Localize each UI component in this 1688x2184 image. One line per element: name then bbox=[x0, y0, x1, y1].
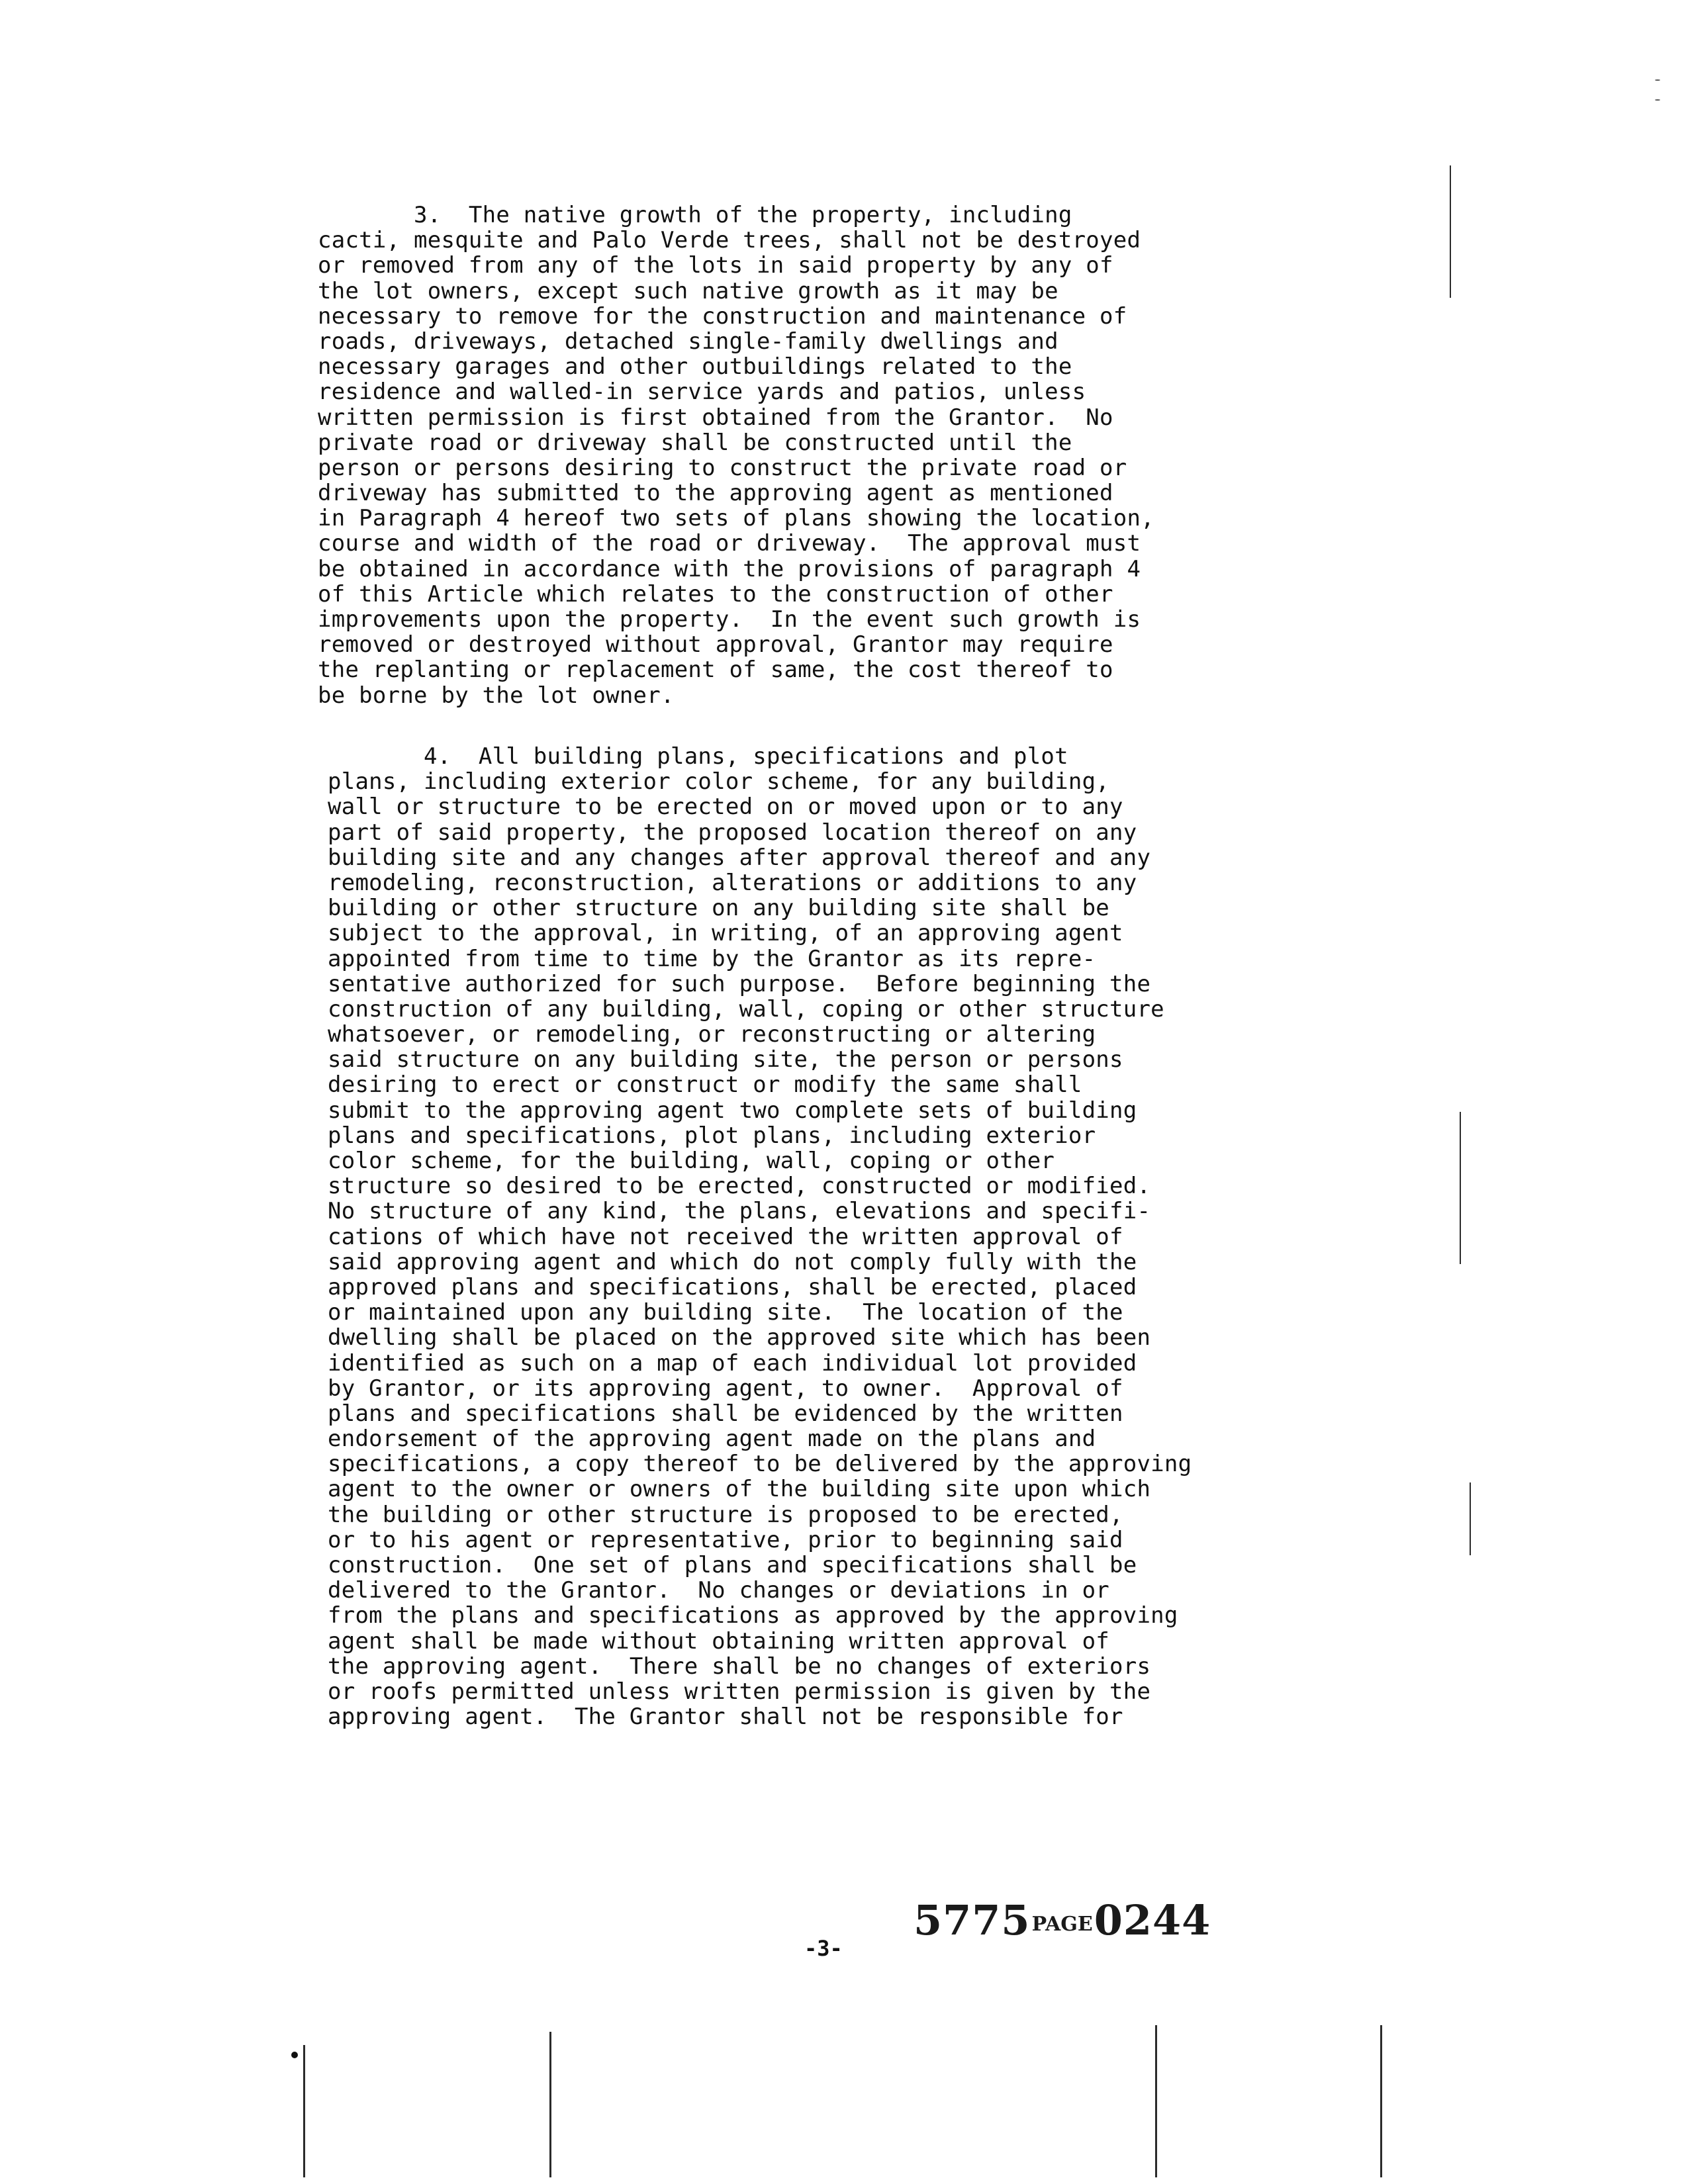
paragraph-3-line: the lot owners, except such native growth as it may be bbox=[318, 277, 1058, 304]
paragraph-4-line: agent to the owner or owners of the building site upon which bbox=[328, 1476, 1151, 1503]
paragraph-3-line: removed or destroyed without approval, Grantor may require bbox=[318, 631, 1113, 659]
paragraph-4-line: structure so desired to be erected, constructed or modified. bbox=[328, 1173, 1151, 1200]
paragraph-3-line: in Paragraph 4 hereof two sets of plans showing the location, bbox=[318, 505, 1154, 532]
paragraph-4-line: specifications, a copy thereof to be delivered by the approving bbox=[328, 1451, 1192, 1478]
paragraph-4-line: desiring to erect or construct or modify the same shall bbox=[328, 1071, 1082, 1099]
paragraph-3-line: the replanting or replacement of same, the cost thereof to bbox=[318, 657, 1113, 684]
paragraph-4-line: construction. One set of plans and specifications shall be bbox=[328, 1552, 1137, 1578]
paragraph-3-line: be obtained in accordance with the provisions of paragraph 4 bbox=[318, 555, 1141, 582]
scan-mark-bottom-center-right bbox=[1155, 2025, 1157, 2177]
paragraph-4-line: endorsement of the approving agent made on the plans and bbox=[328, 1426, 1096, 1453]
paragraph-4-line: said structure on any building site, the person or persons bbox=[328, 1046, 1123, 1073]
paragraph-4-line: whatsoever, or remodeling, or reconstructing or altering bbox=[328, 1021, 1096, 1048]
paragraph-3-line: or removed from any of the lots in said property by any of bbox=[318, 252, 1113, 279]
paragraph-4-line: submit to the approving agent two complete sets of building bbox=[328, 1097, 1137, 1124]
paragraph-4-line: or maintained upon any building site. The location of the bbox=[328, 1299, 1123, 1326]
paragraph-4-line: approving agent. The Grantor shall not be responsible for bbox=[328, 1704, 1123, 1731]
paragraph-4-line: construction of any building, wall, coping or other structure bbox=[328, 995, 1164, 1023]
paragraph-4-line: identified as such on a map of each individual lot provided bbox=[328, 1349, 1137, 1377]
paragraph-3-line: private road or driveway shall be constructed until the bbox=[318, 429, 1072, 456]
paragraph-4-line: plans and specifications, plot plans, including exterior bbox=[328, 1122, 1096, 1149]
recording-stamp bbox=[914, 1896, 1211, 1944]
scan-speck-right-top bbox=[1655, 79, 1660, 81]
paragraph-4-line: delivered to the Grantor. No changes or deviations in or bbox=[328, 1577, 1110, 1604]
paragraph-4-line: or roofs permitted unless written permission is given by the bbox=[328, 1678, 1151, 1705]
paragraph-3-line: 3. The native growth of the property, including bbox=[318, 202, 1072, 228]
paragraph-3-line: driveway has submitted to the approving agent as mentioned bbox=[318, 480, 1113, 507]
paragraph-4-line: the approving agent. There shall be no changes of exteriors bbox=[328, 1653, 1151, 1680]
stamp-page-number: 0244 bbox=[1094, 1896, 1211, 1944]
stamp-page-word: PAGE bbox=[1031, 1913, 1093, 1936]
paragraph-4-line: building site and any changes after approval thereof and any bbox=[328, 844, 1151, 871]
paragraph-4-line: said approving agent and which do not comply fully with the bbox=[328, 1248, 1137, 1275]
paragraph-4-line: dwelling shall be placed on the approved site which has been bbox=[328, 1324, 1151, 1351]
paragraph-4-line: or to his agent or representative, prior to beginning said bbox=[328, 1526, 1123, 1553]
paragraph-4-line: subject to the approval, in writing, of an approving agent bbox=[328, 920, 1123, 947]
paragraph-4 bbox=[328, 744, 1360, 1729]
paragraph-4-line: No structure of any kind, the plans, elevations and specifi- bbox=[328, 1198, 1151, 1225]
paragraph-3-line: improvements upon the property. In the event such growth is bbox=[318, 606, 1141, 633]
paragraph-4-line: the building or other structure is proposed to be erected, bbox=[328, 1501, 1123, 1528]
paragraph-4-line: sentative authorized for such purpose. Before beginning the bbox=[328, 970, 1151, 997]
paragraph-4-line: plans and specifications shall be evidenced by the written bbox=[328, 1400, 1123, 1427]
paragraph-4-line: wall or structure to be erected on or moved upon or to any bbox=[328, 794, 1123, 821]
scan-mark-right-edge-top bbox=[1450, 165, 1451, 298]
paragraph-3-line: written permission is first obtained from the Grantor. No bbox=[318, 404, 1113, 431]
scan-mark-bottom-right bbox=[1380, 2025, 1382, 2177]
paragraph-4-line: by Grantor, or its approving agent, to owner. Approval of bbox=[328, 1375, 1123, 1402]
paragraph-4-line: 4. All building plans, specifications and plot bbox=[328, 743, 1068, 770]
scan-mark-right-edge-mid bbox=[1460, 1112, 1461, 1264]
paragraph-4-line: approved plans and specifications, shall be erected, placed bbox=[328, 1273, 1137, 1300]
paragraph-3-line: necessary garages and other outbuildings related to the bbox=[318, 353, 1072, 381]
paragraph-3 bbox=[318, 203, 1350, 708]
paragraph-4-line: remodeling, reconstruction, alterations or additions to any bbox=[328, 869, 1137, 896]
page-number: -3- bbox=[804, 1936, 843, 1961]
scan-mark-bottom-center-left bbox=[549, 2032, 551, 2177]
paragraph-3-line: cacti, mesquite and Palo Verde trees, shall not be destroyed bbox=[318, 227, 1141, 254]
paragraph-3-line: person or persons desiring to construct the private road or bbox=[318, 454, 1127, 481]
paragraph-3-line: be borne by the lot owner. bbox=[318, 682, 675, 709]
paragraph-4-line: building or other structure on any building site shall be bbox=[328, 895, 1110, 922]
paragraph-3-line: necessary to remove for the construction and maintenance of bbox=[318, 302, 1127, 330]
paragraph-4-line: cations of which have not received the written approval of bbox=[328, 1223, 1123, 1250]
paragraph-4-line: from the plans and specifications as approved by the approving bbox=[328, 1602, 1178, 1629]
paragraph-4-line: part of said property, the proposed location thereof on any bbox=[328, 819, 1137, 846]
paragraph-3-line: course and width of the road or driveway. The approval must bbox=[318, 530, 1141, 557]
scan-speck-right-top-2 bbox=[1655, 99, 1660, 101]
scan-speck-bottom-left bbox=[291, 2052, 298, 2058]
scan-mark-bottom-left bbox=[303, 2045, 305, 2177]
paragraph-4-line: color scheme, for the building, wall, coping or other bbox=[328, 1148, 1055, 1174]
paragraph-3-line: roads, driveways, detached single-family dwellings and bbox=[318, 328, 1058, 355]
paragraph-4-line: appointed from time to time by the Grantor as its repre- bbox=[328, 945, 1096, 972]
paragraph-4-line: agent shall be made without obtaining written approval of bbox=[328, 1627, 1110, 1655]
paragraph-4-line: plans, including exterior color scheme, for any building, bbox=[328, 768, 1110, 796]
stamp-book-number: 5775 bbox=[914, 1896, 1031, 1944]
paragraph-3-line: of this Article which relates to the construction of other bbox=[318, 580, 1113, 608]
paragraph-3-line: residence and walled-in service yards and patios, unless bbox=[318, 379, 1086, 406]
scan-mark-right-edge-low bbox=[1470, 1482, 1471, 1555]
